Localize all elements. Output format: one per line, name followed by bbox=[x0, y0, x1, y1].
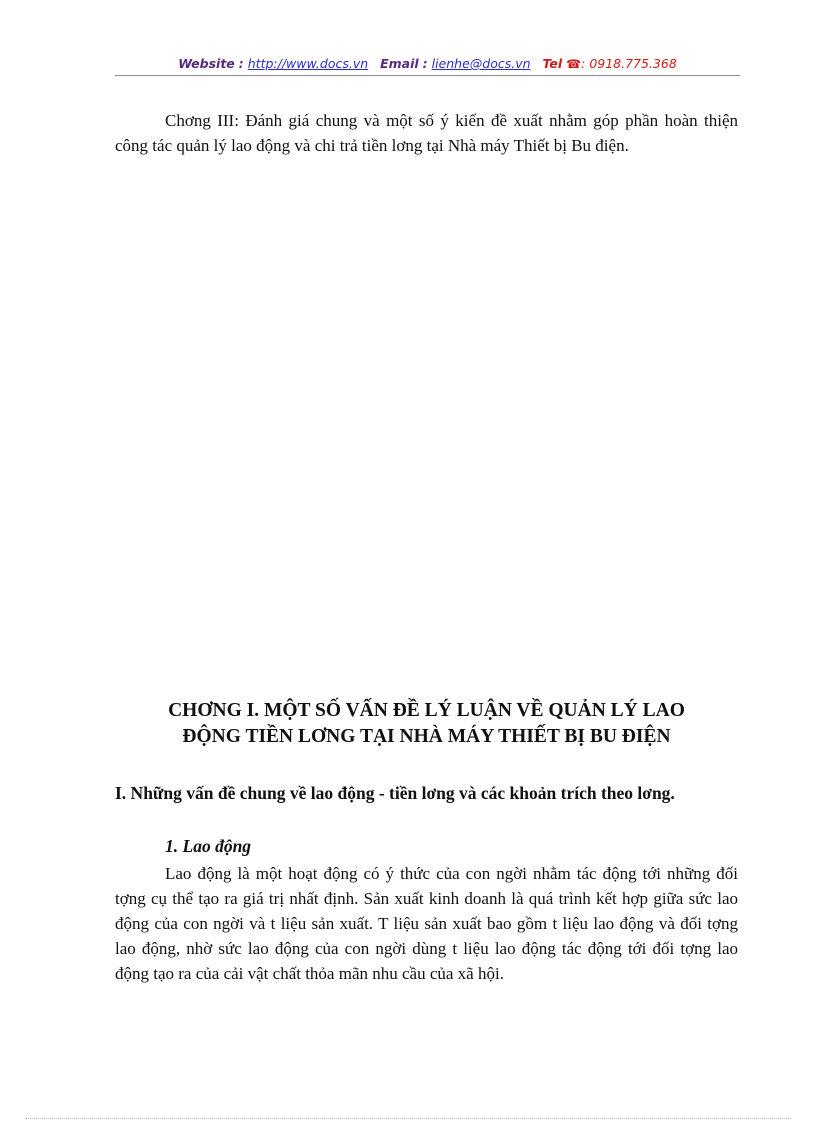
section-heading: I. Những vấn đề chung về lao động - tiền lơng và các khoản trích theo lơng. bbox=[115, 783, 675, 803]
chapter-title-line-1: CHƠNG I. MỘT SỐ VẤN ĐỀ LÝ LUẬN VỀ QUẢN LÝ LAO bbox=[168, 700, 685, 721]
email-separator: : bbox=[422, 56, 428, 71]
website-separator: : bbox=[238, 56, 244, 71]
email-link[interactable]: lienhe@docs.vn bbox=[431, 56, 531, 71]
tel-separator: : bbox=[581, 56, 586, 71]
chapter-title bbox=[115, 698, 738, 750]
chapter-title-line-2: ĐỘNG TIỀN LƠNG TẠI NHÀ MÁY THIẾT BỊ BU ĐIỆN bbox=[182, 726, 671, 747]
footer-divider bbox=[25, 1118, 791, 1119]
phone-icon: ☎ bbox=[566, 57, 582, 71]
email-label: Email bbox=[380, 56, 419, 71]
intro-paragraph: Chơng III: Đánh giá chung và một số ý kiến đề xuất nhằm góp phần hoàn thiện công tác quản lý lao động và chi trả tiền lơng tại Nhà máy Thiết bị Bu điện. bbox=[115, 111, 738, 155]
header-divider bbox=[115, 75, 740, 76]
page-header bbox=[115, 56, 740, 71]
body-paragraph: Lao động là một hoạt động có ý thức của con ngời nhằm tác động tới những đối tợng cụ thể tạo ra giá trị nhất định. Sản xuất kinh doanh là quá trình kết hợp giữa sức lao động của con ngời và t liệu sản xuất. T liệu sản xuất bao gồm t liệu lao động và đối tợng lao động, nhờ sức lao động của con ngời dùng t liệu lao động tác động tới đối tợng lao động tạo ra của cải vật chất thỏa mãn nhu cầu của xã hội. bbox=[115, 864, 738, 983]
subsection-heading: 1. Lao động bbox=[165, 836, 252, 856]
website-link[interactable]: http://www.docs.vn bbox=[247, 56, 369, 71]
tel-number: 0918.775.368 bbox=[589, 56, 677, 71]
tel-label: Tel bbox=[542, 56, 563, 71]
website-label: Website bbox=[178, 56, 235, 71]
